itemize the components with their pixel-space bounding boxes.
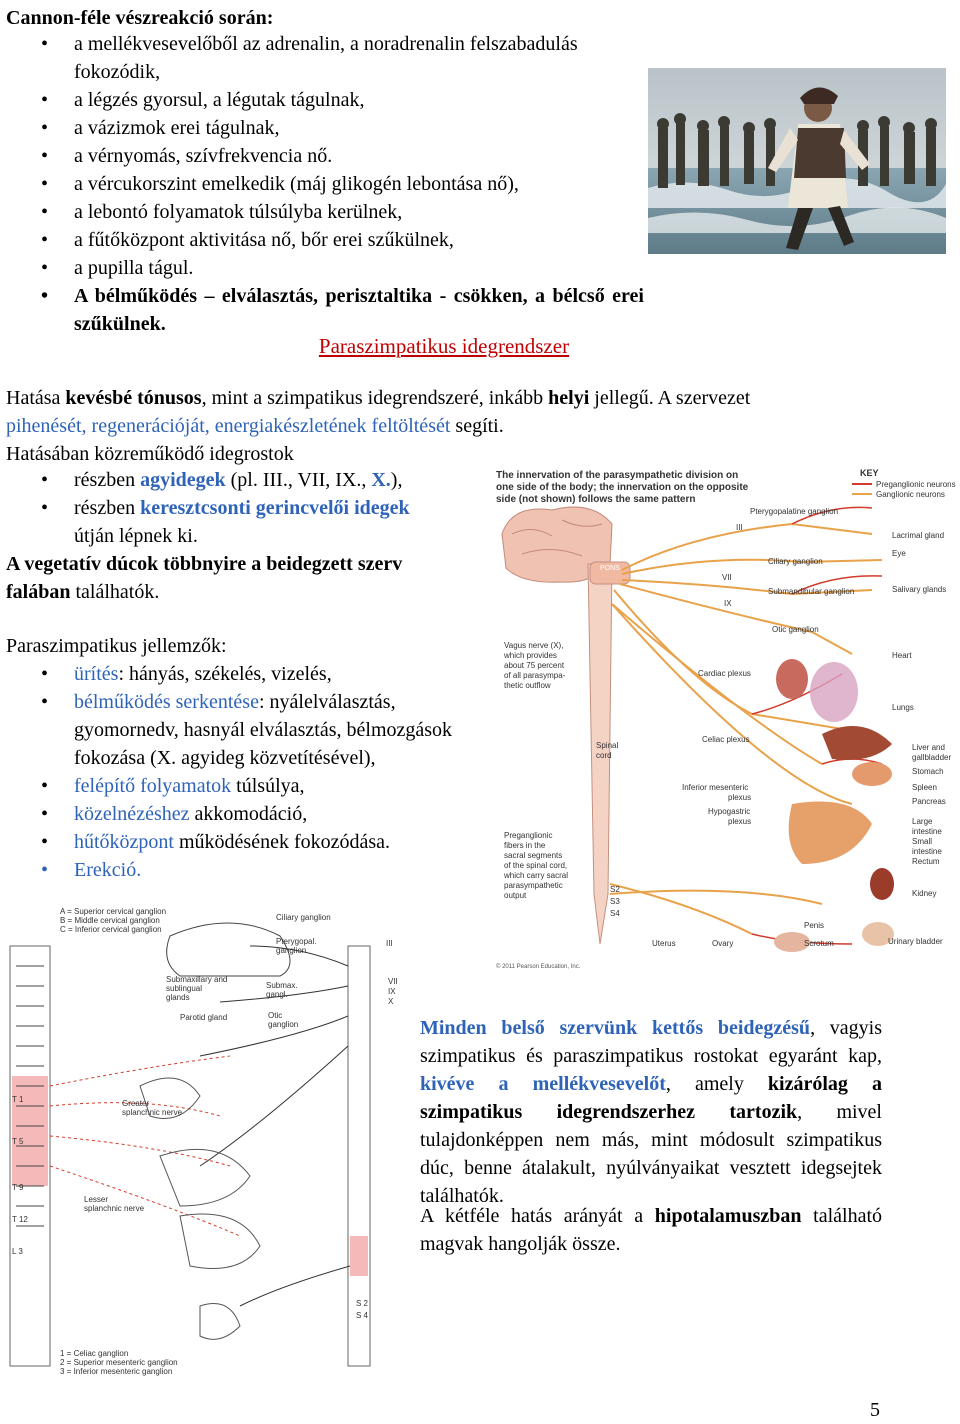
s2-label: S 2 [356, 1299, 369, 1308]
greater-label: Greater splanchnic nerve [122, 1099, 183, 1117]
text: útján lépnek ki. [74, 525, 198, 547]
text: hűtőközpont [74, 831, 174, 853]
bladder-label: Urinary bladder [888, 937, 943, 946]
vagus-label: Vagus nerve (X), which provides about 75 percent of all parasympa- thetic outflow [504, 641, 566, 690]
scrotum-label: Scrotum [804, 939, 834, 948]
text: A vegetatív dúcok többnyire a beidegzett szerv [6, 553, 403, 575]
autonomic-chain-diagram [0, 906, 410, 1376]
lungs-label: Lungs [892, 703, 914, 712]
stomach-label: Stomach [912, 767, 944, 776]
text: : nyálelválasztás, gyomornedv, hasnyál elválasztás, bélmozgások fokozása ( [74, 691, 453, 769]
list-item [4, 828, 478, 856]
features-list [4, 660, 478, 884]
key-pre-label: Preganglionic neurons [876, 480, 956, 489]
list-item: • a mellékvesevelőből az adrenalin, a noradrenalin felszabadulás fokozódik, [4, 30, 644, 86]
s3-label: S3 [610, 897, 620, 906]
intro-bold: helyi [548, 387, 590, 409]
text: ), [390, 469, 403, 491]
cannon-list [4, 30, 644, 338]
text: részben [74, 497, 141, 519]
text: X. [371, 469, 391, 491]
eye-label: Eye [892, 549, 906, 558]
intro-text: jellegű. A szervezet [589, 387, 751, 409]
running-pirate-image [648, 68, 946, 254]
text: X. agyideg [156, 747, 245, 769]
cannon-title: Cannon-féle vészreakció során: [6, 7, 274, 29]
heart-label: Heart [892, 651, 912, 660]
list-item: • a légzés gyorsul, a légutak tágulnak, [4, 86, 644, 114]
text: található magvak hangolják össze. [420, 1205, 883, 1255]
text: túlsúlya, [231, 775, 305, 797]
text: működésének fokozódása. [174, 831, 391, 853]
text: bélműködés serkentése [74, 691, 259, 713]
salivary-label: Salivary glands [892, 585, 947, 594]
list-item: • a vérnyomás, szívfrekvencia nő. [4, 142, 644, 170]
legend-bottom: 1 = Celiac ganglion 2 = Superior mesenteric ganglion 3 = Inferior mesenteric ganglion [60, 1349, 178, 1376]
text: , vagyis szimpatikus és paraszimpatikus rostokat egyaránt kap, [420, 1017, 883, 1067]
intro-text: Hatása [6, 387, 66, 409]
t5-label: T 5 [12, 1137, 24, 1146]
s4-label: S4 [610, 909, 620, 918]
t12-label: T 12 [12, 1215, 28, 1224]
ciliary-label: Ciliary ganglion [276, 913, 331, 922]
pancreas-label: Pancreas [912, 797, 946, 806]
spinal-label: Spinal cord [596, 741, 619, 760]
text: agyidegek [140, 469, 226, 491]
page-number: 5 [870, 1399, 880, 1421]
vii-label: VII [388, 977, 398, 986]
list-item [4, 660, 478, 688]
pirate-photo [648, 68, 946, 254]
key-gang-label: Ganglionic neurons [876, 490, 945, 499]
kidney-label: Kidney [912, 889, 937, 898]
list-item [4, 494, 480, 550]
lacrimal-label: Lacrimal gland [892, 531, 945, 540]
t1-label: T 1 [12, 1095, 24, 1104]
list-item: • Erekció. [4, 856, 478, 884]
list-item: • a vércukorszint emelkedik (máj glikogén lebontása nő), [4, 170, 644, 198]
text: hipotalamuszban [654, 1205, 802, 1227]
list-item: • A bélműködés – elválasztás, perisztaltika - csökken, a bélcső erei szűkülnek. [4, 282, 644, 338]
submand-label: Submandibular ganglion [768, 587, 855, 596]
text: részben [74, 469, 141, 491]
list-item [4, 466, 480, 494]
ovary-label: Ovary [712, 939, 734, 948]
section-title: Paraszimpatikus idegrendszer [318, 334, 570, 358]
cn3-label: III [736, 523, 743, 532]
s4-label: S 4 [356, 1311, 369, 1320]
sacral-label: Preganglionic fibers in the sacral segments of the spinal cord, which carry sacral parasympathetic output [504, 831, 569, 900]
parasympathetic-diagram-svg [492, 464, 958, 972]
text: közvetítésével), [244, 747, 376, 769]
list-item: • a pupilla tágul. [4, 254, 644, 282]
features-title: Paraszimpatikus jellemzők: [6, 635, 227, 657]
intro-blue: pihenését, regenerációját, energiakészletének feltöltését [6, 415, 451, 437]
intro-bold: kevésbé tónusos [65, 387, 202, 409]
copyright-label: © 2011 Pearson Education, Inc. [496, 964, 581, 970]
text: : hányás, székelés, vizelés, [118, 663, 332, 685]
text: kivéve a mellékvesevelőt [420, 1073, 666, 1095]
liver-label: Liver and gallbladder [912, 743, 952, 762]
spleen-label: Spleen [912, 783, 937, 792]
text: falában [6, 581, 71, 603]
diagram-caption: The innervation of the parasympathetic division on one side of the body; the innervation on the opposite side (not shown) follows the same pattern [496, 470, 749, 505]
text: találhatók. [70, 581, 160, 603]
autonomic-chain-svg [0, 906, 410, 1376]
intro-fibers: Hatásában közreműködő idegrostok [6, 443, 294, 465]
cardiac-label: Cardiac plexus [698, 669, 751, 678]
t9-label: T 9 [12, 1183, 24, 1192]
text: keresztcsonti gerincvelői idegek [140, 497, 410, 519]
pons-label: PONS [600, 565, 620, 572]
otic-label: Otic ganglion [772, 625, 819, 634]
key-title: KEY [860, 468, 879, 478]
otic-label: Otic ganglion [268, 1011, 299, 1029]
text: közelnézéshez [74, 803, 190, 825]
celiac-label: Celiac plexus [702, 735, 750, 744]
pterygo-label: Pterygopalatine ganglion [750, 507, 839, 516]
list-item: • a fűtőközpont aktivitása nő, bőr erei szűkülnek, [4, 226, 644, 254]
subm-g-label: Submax. gangl. [266, 981, 298, 999]
list-item: • a lebontó folyamatok túlsúlyba kerülnek, [4, 198, 644, 226]
parasympathetic-diagram [492, 464, 958, 972]
iii-label: III [386, 939, 393, 948]
legend-top: A = Superior cervical ganglion B = Middle cervical ganglion C = Inferior cervical ganglion [60, 907, 167, 934]
inf-mes-label: Inferior mesenteric plexus [682, 783, 752, 802]
cn7-label: VII [722, 573, 732, 582]
ciliary-label: Ciliary ganglion [768, 557, 823, 566]
text: , mivel tulajdonképpen nem más, mint módosult szimpatikus dúc, benne átalakult, nyúlványaikat vesztett idegsejtek találhatók. [420, 1101, 882, 1207]
ix-label: IX [388, 987, 396, 996]
text: kizárólag a szimpatikus idegrendszerhez tartozik [420, 1073, 882, 1123]
lesser-label: Lesser splanchnic nerve [84, 1195, 145, 1213]
dual-innervation-paragraph [420, 1014, 882, 1210]
s2-label: S2 [610, 885, 620, 894]
rectum-label: Rectum [912, 857, 940, 866]
penis-label: Penis [804, 921, 825, 930]
ganglia-paragraph [6, 550, 486, 606]
pterygo-label: Pterygopal. ganglion [276, 937, 317, 955]
parotid-label: Parotid gland [180, 1013, 228, 1022]
list-item [4, 800, 478, 828]
submax-label: Submaxillary and sublingual glands [166, 975, 228, 1002]
text: Minden belső szervünk kettős beidegzésű [420, 1017, 811, 1039]
text: akkomodáció, [189, 803, 308, 825]
intro-text: , mint a szimpatikus idegrendszeré, inkább [201, 387, 549, 409]
cn9-label: IX [724, 599, 732, 608]
text: felépítő folyamatok [74, 775, 232, 797]
text: , amely [665, 1073, 768, 1095]
fibers-list [4, 466, 480, 550]
uterus-label: Uterus [652, 939, 676, 948]
x-label: X [388, 997, 394, 1006]
hypothalamus-paragraph [420, 1202, 882, 1258]
text: (pl. III., VII, IX., [225, 469, 372, 491]
intro-text: segíti. [450, 415, 504, 437]
small-int-label: Small intestine [912, 837, 942, 856]
l3-label: L 3 [12, 1247, 23, 1256]
large-int-label: Large intestine [912, 817, 942, 836]
text: A kétféle hatás arányát a [420, 1205, 655, 1227]
list-item [4, 772, 478, 800]
intro-paragraph [6, 384, 886, 440]
text: ürítés [74, 663, 119, 685]
hypogastric-label: Hypogastric plexus [708, 807, 752, 826]
list-item [4, 688, 478, 772]
list-item: • a vázizmok erei tágulnak, [4, 114, 644, 142]
